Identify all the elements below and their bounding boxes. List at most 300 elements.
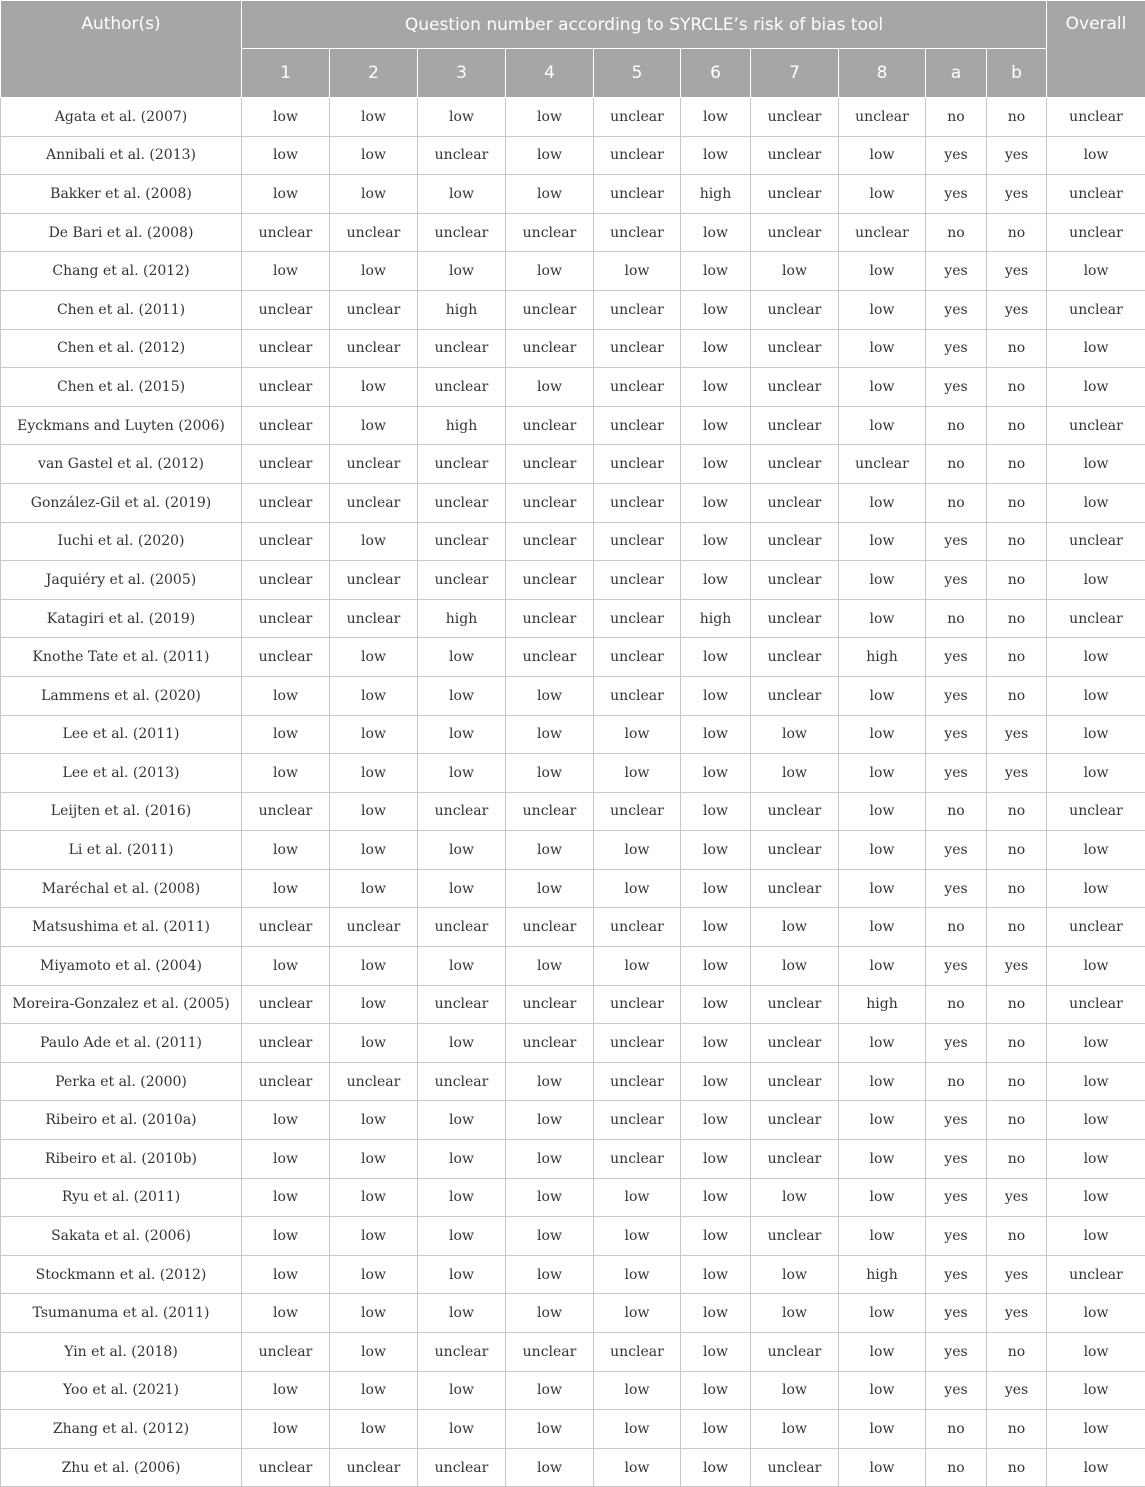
author-cell: Moreira-Gonzalez et al. (2005) [1,985,242,1024]
overall-cell: low [1047,831,1145,870]
author-cell: Iuchi et al. (2020) [1,522,242,561]
rating-cell: low [418,1371,506,1410]
table-row [1,1448,1145,1487]
rating-cell: low [330,754,418,793]
rating-cell: unclear [330,445,418,484]
overall-cell: low [1047,329,1145,368]
author-cell: Ribeiro et al. (2010a) [1,1101,242,1140]
question-header-6: 6 [681,49,751,98]
rating-cell: low [418,1140,506,1179]
rating-cell: no [987,1140,1047,1179]
rating-cell: low [839,869,926,908]
rating-cell: no [987,213,1047,252]
rating-cell: low [506,1178,594,1217]
rating-cell: unclear [839,98,926,137]
rating-cell: low [418,1101,506,1140]
author-cell: Matsushima et al. (2011) [1,908,242,947]
rating-cell: yes [926,869,987,908]
question-header-3: 3 [418,49,506,98]
overall-cell: low [1047,1024,1145,1063]
rating-cell: low [681,638,751,677]
rating-cell: low [418,947,506,986]
rating-cell: unclear [418,136,506,175]
rating-cell: low [681,1140,751,1179]
rating-cell: low [839,1448,926,1487]
rating-cell: low [751,1410,839,1449]
rating-cell: low [330,792,418,831]
rating-cell: unclear [506,290,594,329]
rating-cell: low [839,1178,926,1217]
author-cell: González-Gil et al. (2019) [1,483,242,522]
rating-cell: unclear [506,213,594,252]
question-header-7: 7 [751,49,839,98]
rating-cell: yes [926,754,987,793]
overall-column-header: Overall [1047,1,1145,98]
rating-cell: low [330,947,418,986]
table-row [1,1333,1145,1372]
rating-cell: low [594,947,681,986]
rating-cell: no [926,908,987,947]
rating-cell: high [681,599,751,638]
rating-cell: low [330,1024,418,1063]
rating-cell: low [418,1024,506,1063]
rating-cell: low [681,715,751,754]
rating-cell: low [418,98,506,137]
rating-cell: low [242,1101,330,1140]
rating-cell: low [506,1101,594,1140]
rating-cell: low [839,522,926,561]
rating-cell: unclear [594,445,681,484]
rating-cell: low [839,561,926,600]
rating-cell: low [330,368,418,407]
question-header-b: b [987,49,1047,98]
rating-cell: unclear [751,676,839,715]
rating-cell: low [418,175,506,214]
rating-cell: unclear [594,1140,681,1179]
rating-cell: low [681,561,751,600]
author-cell: Zhang et al. (2012) [1,1410,242,1449]
rating-cell: yes [926,1101,987,1140]
table-row [1,561,1145,600]
rating-cell: no [987,368,1047,407]
rating-cell: no [987,1448,1047,1487]
author-cell: Stockmann et al. (2012) [1,1255,242,1294]
table-row [1,908,1145,947]
rating-cell: low [330,676,418,715]
rating-cell: unclear [418,483,506,522]
question-header-a: a [926,49,987,98]
rating-cell: no [987,908,1047,947]
author-cell: Lee et al. (2013) [1,754,242,793]
rating-cell: low [418,1255,506,1294]
rating-cell: low [330,406,418,445]
rating-cell: unclear [594,329,681,368]
table-row [1,1410,1145,1449]
rating-cell: low [242,1255,330,1294]
rating-cell: low [418,831,506,870]
rating-cell: low [330,1255,418,1294]
rating-cell: low [681,908,751,947]
rating-cell: no [987,1062,1047,1101]
rating-cell: low [839,175,926,214]
rating-cell: unclear [242,638,330,677]
rating-cell: no [926,98,987,137]
rating-cell: low [751,1294,839,1333]
rating-cell: unclear [506,406,594,445]
rating-cell: low [839,754,926,793]
rating-cell: yes [987,947,1047,986]
rating-cell: low [594,869,681,908]
rating-cell: low [242,869,330,908]
rating-cell: low [330,1217,418,1256]
rating-cell: no [926,985,987,1024]
table-row [1,831,1145,870]
table-row [1,869,1145,908]
rating-cell: unclear [418,522,506,561]
rating-cell: low [330,1178,418,1217]
rating-cell: yes [926,947,987,986]
table-row [1,522,1145,561]
rating-cell: low [594,1294,681,1333]
rating-cell: no [926,483,987,522]
rating-cell: unclear [506,483,594,522]
rating-cell: unclear [751,175,839,214]
rating-cell: no [987,676,1047,715]
rating-cell: low [330,1333,418,1372]
rating-cell: unclear [418,445,506,484]
rating-cell: low [506,676,594,715]
rating-cell: yes [987,252,1047,291]
rating-cell: low [594,831,681,870]
rating-cell: low [594,1410,681,1449]
author-cell: Paulo Ade et al. (2011) [1,1024,242,1063]
rating-cell: unclear [594,290,681,329]
rating-cell: low [839,136,926,175]
rating-cell: low [681,1062,751,1101]
rating-cell: low [681,1255,751,1294]
author-cell: van Gastel et al. (2012) [1,445,242,484]
author-cell: Zhu et al. (2006) [1,1448,242,1487]
rating-cell: no [987,98,1047,137]
table-row [1,1062,1145,1101]
rating-cell: unclear [751,1448,839,1487]
author-cell: Chen et al. (2012) [1,329,242,368]
table-row [1,406,1145,445]
rating-cell: low [330,715,418,754]
rating-cell: no [987,869,1047,908]
rating-cell: unclear [751,290,839,329]
rating-cell: unclear [594,985,681,1024]
table-row [1,638,1145,677]
rating-cell: low [681,1217,751,1256]
rating-cell: unclear [330,213,418,252]
rating-cell: low [681,985,751,1024]
rating-cell: low [839,908,926,947]
overall-cell: low [1047,1140,1145,1179]
rating-cell: no [987,483,1047,522]
rating-cell: low [506,368,594,407]
rating-cell: low [242,175,330,214]
author-cell: Sakata et al. (2006) [1,1217,242,1256]
rating-cell: low [330,175,418,214]
overall-cell: low [1047,445,1145,484]
rating-cell: low [839,1062,926,1101]
rating-cell: low [506,252,594,291]
rating-cell: unclear [751,329,839,368]
rating-cell: low [839,483,926,522]
rating-cell: low [839,1371,926,1410]
overall-cell: unclear [1047,985,1145,1024]
table-row [1,985,1145,1024]
rating-cell: unclear [751,1140,839,1179]
table-row [1,213,1145,252]
rating-cell: no [987,1217,1047,1256]
table-row [1,599,1145,638]
author-cell: Yoo et al. (2021) [1,1371,242,1410]
author-cell: Chen et al. (2015) [1,368,242,407]
rating-cell: low [506,947,594,986]
table-row [1,290,1145,329]
rating-cell: unclear [418,1448,506,1487]
overall-cell: low [1047,1217,1145,1256]
rating-cell: low [839,1410,926,1449]
table-row [1,1255,1145,1294]
rating-cell: low [330,638,418,677]
overall-cell: low [1047,1448,1145,1487]
rating-cell: unclear [506,329,594,368]
rating-cell: low [418,1217,506,1256]
rating-cell: no [987,831,1047,870]
rating-cell: low [839,1333,926,1372]
rating-cell: low [242,831,330,870]
rating-cell: low [681,831,751,870]
rating-cell: unclear [242,406,330,445]
rating-cell: low [681,213,751,252]
rating-cell: unclear [594,599,681,638]
rating-cell: unclear [594,1333,681,1372]
author-cell: Yin et al. (2018) [1,1333,242,1372]
rating-cell: yes [926,1371,987,1410]
rating-cell: unclear [242,1024,330,1063]
rating-cell: unclear [330,329,418,368]
table-row [1,1294,1145,1333]
rating-cell: unclear [594,175,681,214]
overall-cell: low [1047,1101,1145,1140]
rating-cell: low [418,715,506,754]
rating-cell: yes [926,1217,987,1256]
rating-cell: low [242,947,330,986]
rating-cell: low [839,252,926,291]
rating-cell: unclear [751,1024,839,1063]
rating-cell: unclear [751,1333,839,1372]
rating-cell: unclear [506,1333,594,1372]
rating-cell: yes [926,676,987,715]
overall-cell: unclear [1047,213,1145,252]
rating-cell: low [242,715,330,754]
author-cell: Ribeiro et al. (2010b) [1,1140,242,1179]
rating-cell: unclear [506,561,594,600]
overall-cell: low [1047,1178,1145,1217]
rating-cell: low [506,831,594,870]
rating-cell: low [681,98,751,137]
author-cell: Bakker et al. (2008) [1,175,242,214]
table-row [1,1217,1145,1256]
overall-cell: unclear [1047,792,1145,831]
rating-cell: unclear [242,483,330,522]
rating-cell: low [594,1217,681,1256]
rating-cell: unclear [751,1217,839,1256]
rating-cell: unclear [594,136,681,175]
rating-cell: unclear [594,792,681,831]
rating-cell: unclear [330,561,418,600]
rating-cell: low [839,1101,926,1140]
rating-cell: low [681,869,751,908]
rating-cell: low [751,908,839,947]
rating-cell: low [242,1140,330,1179]
table-body [1,98,1145,1487]
question-header-1: 1 [242,49,330,98]
rating-cell: low [751,715,839,754]
rating-cell: unclear [506,445,594,484]
rating-cell: unclear [751,985,839,1024]
question-header-8: 8 [839,49,926,98]
rating-cell: unclear [839,445,926,484]
rating-cell: yes [926,175,987,214]
table-row [1,252,1145,291]
rating-cell: low [330,98,418,137]
rating-cell: unclear [751,792,839,831]
rating-cell: no [987,985,1047,1024]
rating-cell: low [418,676,506,715]
rating-cell: low [681,329,751,368]
rating-cell: no [987,599,1047,638]
rating-cell: unclear [751,1062,839,1101]
overall-cell: unclear [1047,1255,1145,1294]
rating-cell: low [506,1217,594,1256]
rating-cell: yes [926,1294,987,1333]
rating-cell: unclear [418,368,506,407]
rating-cell: low [681,406,751,445]
overall-cell: low [1047,715,1145,754]
rating-cell: low [506,1448,594,1487]
rating-cell: no [926,599,987,638]
rating-cell: unclear [751,136,839,175]
rating-cell: unclear [506,522,594,561]
overall-cell: low [1047,1294,1145,1333]
rating-cell: low [506,1294,594,1333]
rating-cell: low [418,638,506,677]
rating-cell: no [987,1101,1047,1140]
rating-cell: no [987,406,1047,445]
rating-cell: no [926,792,987,831]
rating-cell: yes [987,1178,1047,1217]
rating-cell: unclear [418,561,506,600]
table-row [1,1140,1145,1179]
rating-cell: low [681,754,751,793]
rating-cell: low [418,252,506,291]
rating-cell: unclear [594,98,681,137]
question-header-5: 5 [594,49,681,98]
rating-cell: yes [987,1294,1047,1333]
rating-cell: yes [926,715,987,754]
rating-cell: unclear [242,792,330,831]
rating-cell: low [242,136,330,175]
overall-cell: unclear [1047,406,1145,445]
rating-cell: no [987,638,1047,677]
rating-cell: low [681,290,751,329]
overall-cell: low [1047,638,1145,677]
overall-cell: low [1047,1410,1145,1449]
rating-cell: unclear [242,985,330,1024]
rating-cell: low [506,754,594,793]
author-cell: Lammens et al. (2020) [1,676,242,715]
rating-cell: low [681,136,751,175]
rating-cell: unclear [418,329,506,368]
rating-cell: low [506,1140,594,1179]
rating-cell: low [242,98,330,137]
rating-cell: yes [926,831,987,870]
rating-cell: no [987,522,1047,561]
overall-cell: low [1047,483,1145,522]
rating-cell: unclear [242,561,330,600]
rating-cell: unclear [751,599,839,638]
rating-cell: unclear [242,908,330,947]
rating-cell: unclear [418,792,506,831]
table-row [1,1371,1145,1410]
rating-cell: unclear [751,445,839,484]
rating-cell: low [418,869,506,908]
rating-cell: unclear [751,869,839,908]
rating-cell: no [926,445,987,484]
rating-cell: unclear [751,368,839,407]
rating-cell: low [681,1371,751,1410]
rating-cell: unclear [418,213,506,252]
rating-cell: low [506,136,594,175]
rating-cell: yes [987,1371,1047,1410]
rating-cell: unclear [751,831,839,870]
table-header [1,1,1145,98]
rating-cell: low [751,947,839,986]
rating-cell: unclear [330,290,418,329]
overall-cell: unclear [1047,522,1145,561]
rating-cell: yes [987,1255,1047,1294]
overall-cell: low [1047,1062,1145,1101]
rating-cell: unclear [242,329,330,368]
author-cell: Eyckmans and Luyten (2006) [1,406,242,445]
rating-cell: low [242,676,330,715]
table-row [1,175,1145,214]
overall-cell: low [1047,136,1145,175]
question-group-header: Question number according to SYRCLE’s risk of bias tool [242,1,1047,49]
rating-cell: unclear [418,908,506,947]
rating-cell: low [506,1255,594,1294]
rating-cell: low [681,1294,751,1333]
rating-cell: low [681,947,751,986]
rating-cell: low [506,1062,594,1101]
rating-cell: low [242,754,330,793]
rating-cell: unclear [506,638,594,677]
rating-cell: low [506,869,594,908]
author-cell: Ryu et al. (2011) [1,1178,242,1217]
rating-cell: unclear [418,1333,506,1372]
rating-cell: unclear [594,638,681,677]
rating-cell: no [926,213,987,252]
table-row [1,1101,1145,1140]
overall-cell: low [1047,368,1145,407]
rating-cell: low [418,754,506,793]
rating-cell: low [330,1410,418,1449]
author-cell: De Bari et al. (2008) [1,213,242,252]
